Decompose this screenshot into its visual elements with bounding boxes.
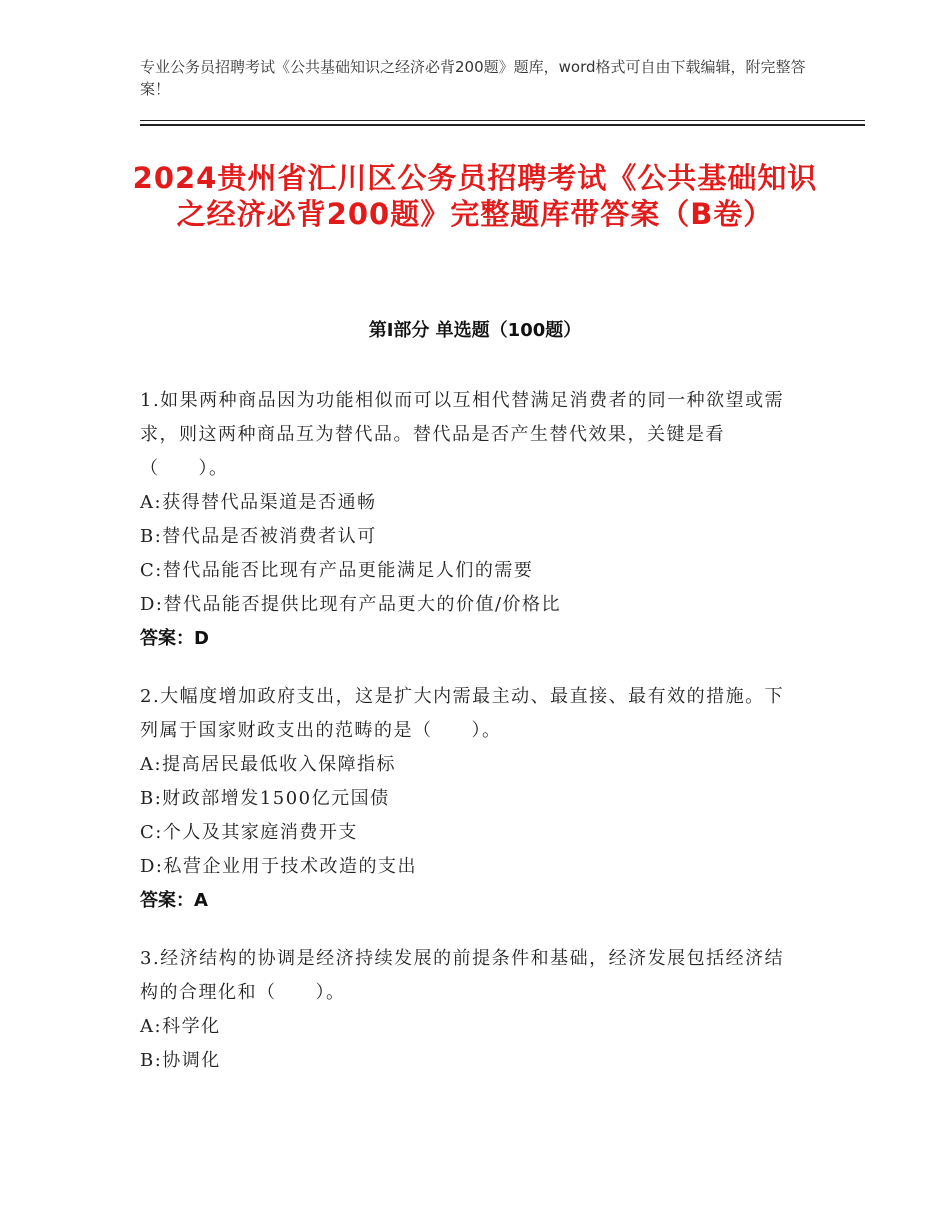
- option-a: A:提高居民最低收入保障指标: [140, 754, 397, 775]
- option-d: D:替代品能否提供比现有产品更大的价值/价格比: [140, 594, 562, 615]
- answer-label: 答案：A: [140, 890, 208, 911]
- header-divider-thick: [140, 124, 865, 126]
- option-b: B:协调化: [140, 1050, 221, 1071]
- question-2: [140, 680, 800, 918]
- question-stem: 3.经济结构的协调是经济持续发展的前提条件和基础，经济发展包括经济结构的合理化和（ ）。: [140, 948, 785, 1003]
- question-stem: 1.如果两种商品因为功能相似而可以互相代替满足消费者的同一种欲望或需求，则这两种商品互为替代品。替代品是否产生替代效果，关键是看（ ）。: [140, 390, 785, 479]
- option-a: A:科学化: [140, 1016, 221, 1037]
- answer-label: 答案：D: [140, 628, 209, 649]
- option-c: C:个人及其家庭消费开支: [140, 822, 358, 843]
- option-d: D:私营企业用于技术改造的支出: [140, 856, 417, 877]
- option-b: B:财政部增发1500亿元国债: [140, 788, 390, 809]
- question-3: [140, 942, 800, 1078]
- option-c: C:替代品能否比现有产品更能满足人们的需要: [140, 560, 534, 581]
- question-list: [140, 384, 800, 1102]
- question-1: [140, 384, 800, 656]
- header-divider-thin: [140, 120, 865, 121]
- header-note: 专业公务员招聘考试《公共基础知识之经济必背200题》题库，word格式可自由下载编辑，附完整答案！: [140, 58, 806, 98]
- option-b: B:替代品是否被消费者认可: [140, 526, 377, 547]
- question-stem: 2.大幅度增加政府支出，这是扩大内需最主动、最直接、最有效的措施。下列属于国家财政支出的范畴的是（ ）。: [140, 686, 785, 741]
- section-heading: 第Ⅰ部分 单选题（100题）: [368, 320, 582, 341]
- document-title: 2024贵州省汇川区公务员招聘考试《公共基础知识之经济必背200题》完整题库带答案（B卷）: [132, 161, 818, 231]
- option-a: A:获得替代品渠道是否通畅: [140, 492, 377, 513]
